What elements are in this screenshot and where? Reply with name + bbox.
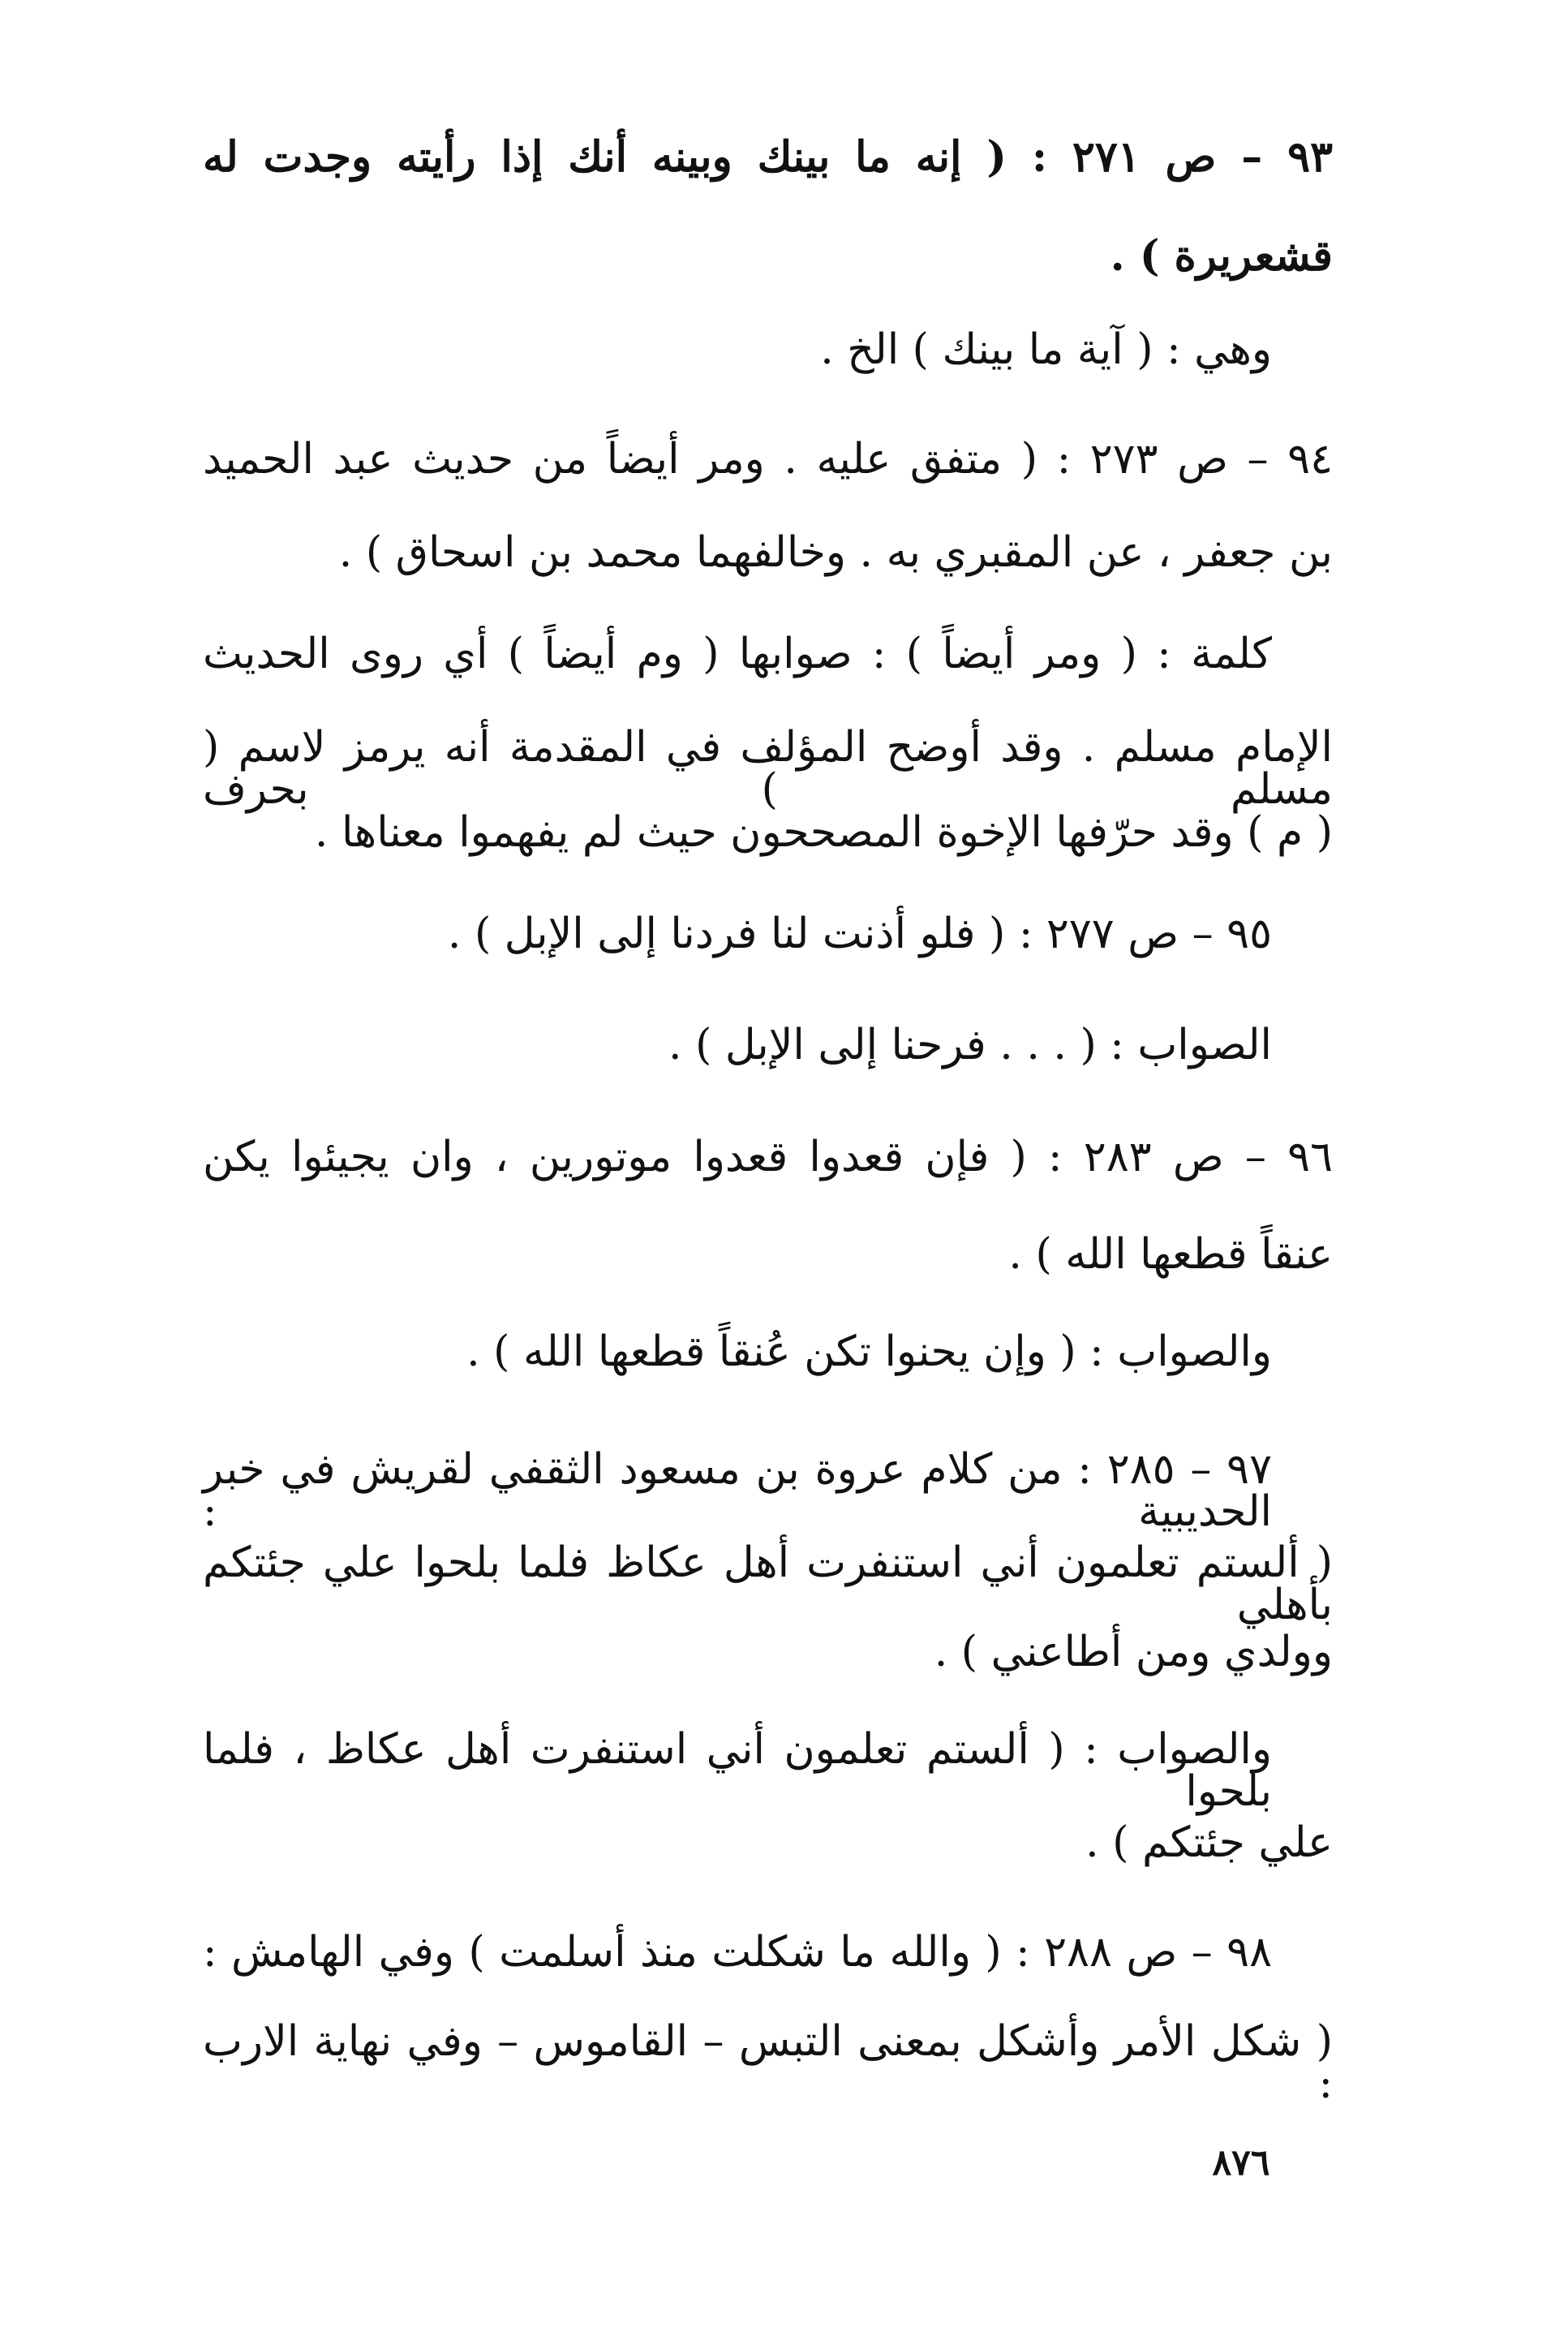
entry-94-line-5: ( م ) وقد حرّفها الإخوة المصححون حيث لم يفهموا معناها .	[314, 808, 1333, 857]
entry-94-line-2: بن جعفر ، عن المقبري به . وخالفهما محمد بن اسحاق ) .	[338, 528, 1333, 577]
entry-94-line-4: الإمام مسلم . وقد أوضح المؤلف في المقدمة أنه يرمز لاسم ( مسلم ) بحرف	[203, 723, 1333, 814]
entry-95-line-2: الصواب : ( . . . فرحنا إلى الإبل ) .	[668, 1021, 1272, 1069]
entry-93-line-3: وهي : ( آية ما بينك ) الخ .	[820, 325, 1272, 374]
entry-97-line-3: وولدي ومن أطاعني ) .	[934, 1628, 1333, 1676]
entry-97-line-5: علي جئتكم ) .	[1085, 1818, 1333, 1867]
entry-93-line-2: قشعريرة ) .	[1110, 231, 1333, 281]
entry-96-line-1: ٩٦ – ص ٢٨٣ : ( فإن قعدوا قعدوا موتورين ، وان يجيئوا يكن	[203, 1133, 1333, 1181]
entry-98-line-2: ( شكل الأمر وأشكل بمعنى التبس – القاموس – وفي نهاية الارب :	[203, 2017, 1333, 2108]
entry-94-line-1: ٩٤ – ص ٢٧٣ : ( متفق عليه . ومر أيضاً من حديث عبد الحميد	[203, 435, 1333, 484]
entry-93-line-1: ٩٣ – ص ٢٧١ : ( إنه ما بينك وبينه أنك إذا رأيته وجدت له	[203, 132, 1333, 182]
entry-96-line-3: والصواب : ( وإن يحنوا تكن عُنقاً قطعها الله ) .	[466, 1327, 1272, 1376]
entry-98-line-1: ٩٨ – ص ٢٨٨ : ( والله ما شكلت منذ أسلمت ) وفي الهامش :	[203, 1928, 1272, 1977]
page-number: ٨٧٦	[1212, 2142, 1270, 2184]
entry-95-line-1: ٩٥ – ص ٢٧٧ : ( فلو أذنت لنا فردنا إلى الإبل ) .	[447, 910, 1272, 958]
entry-97-line-2: ( ألستم تعلمون أني استنفرت أهل عكاظ فلما بلحوا علي جئتكم بأهلي	[203, 1538, 1333, 1629]
entry-97-line-4: والصواب : ( ألستم تعلمون أني استنفرت أهل عكاظ ، فلما بلحوا	[203, 1725, 1272, 1816]
entry-96-line-2: عنقاً قطعها الله ) .	[1008, 1230, 1333, 1279]
entry-94-line-3: كلمة : ( ومر أيضاً ) : صوابها ( وم أيضاً ) أي روى الحديث	[203, 630, 1272, 678]
entry-97-line-1: ٩٧ – ٢٨٥ : من كلام عروة بن مسعود الثقفي لقريش في خبر الحديبية :	[203, 1445, 1272, 1536]
